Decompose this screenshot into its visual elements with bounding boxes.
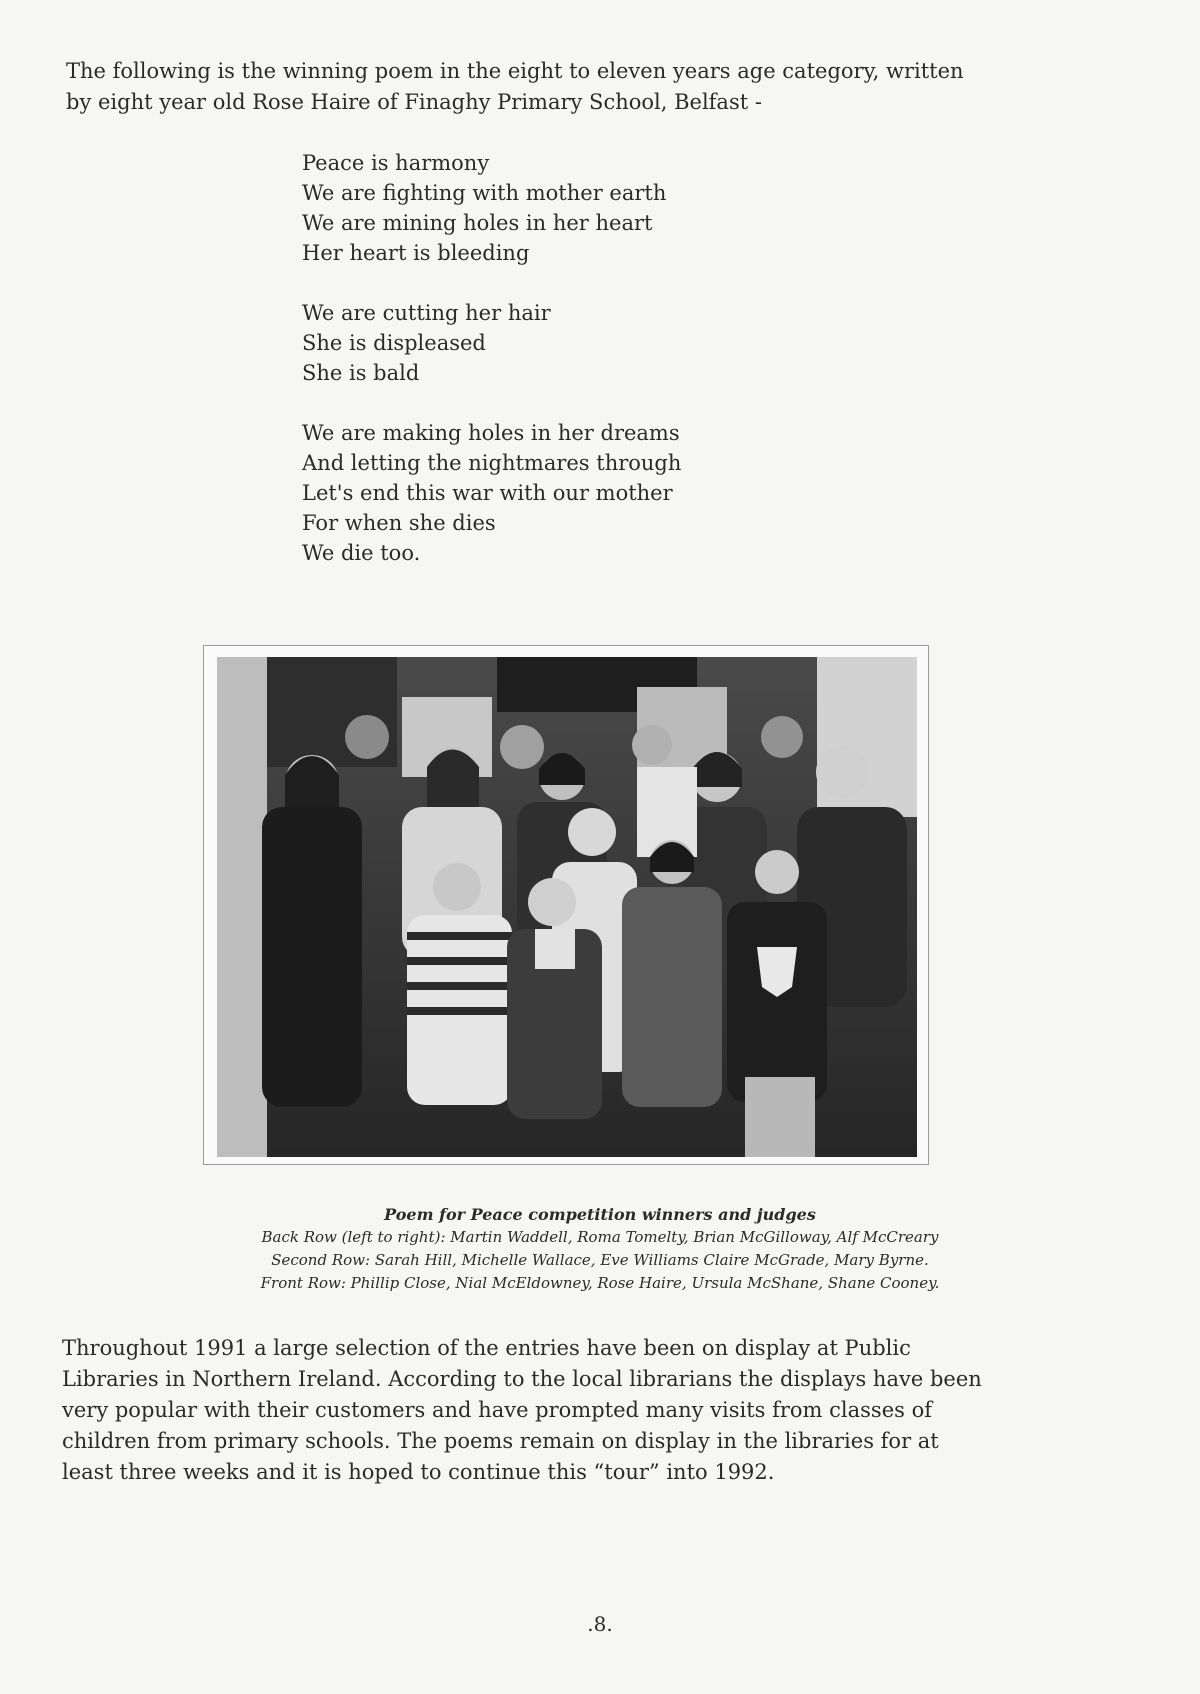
closing-line: Throughout 1991 a large selection of the entries have been on display at Public <box>62 1336 911 1360</box>
closing-paragraph <box>62 1333 1082 1488</box>
poem-line: And letting the nightmares through <box>302 451 682 475</box>
photo-frame <box>203 645 929 1165</box>
poem-line: We are fighting with mother earth <box>302 181 667 205</box>
caption-second-row: Second Row: Sarah Hill, Michelle Wallace, Eve Williams Claire McGrade, Mary Byrne. <box>271 1251 929 1269</box>
poem-line: Let's end this war with our mother <box>302 481 673 505</box>
poem-line: We are mining holes in her heart <box>302 211 653 235</box>
intro-line: The following is the winning poem in the eight to eleven years age category, written <box>66 59 964 83</box>
page-number: .8. <box>587 1612 613 1636</box>
poem-stanza-2 <box>302 298 822 388</box>
intro-line: by eight year old Rose Haire of Finaghy Primary School, Belfast - <box>66 90 762 114</box>
poem-line: For when she dies <box>302 511 496 535</box>
poem-line: She is displeased <box>302 331 486 355</box>
intro-paragraph <box>66 56 1076 118</box>
poem-line: Peace is harmony <box>302 151 490 175</box>
poem-line: We are making holes in her dreams <box>302 421 680 445</box>
group-photo <box>217 657 917 1157</box>
closing-line: children from primary schools. The poems remain on display in the libraries for at <box>62 1429 939 1453</box>
poem-line: We are cutting her hair <box>302 301 551 325</box>
poem-line: She is bald <box>302 361 420 385</box>
poem <box>302 148 822 598</box>
closing-line: Libraries in Northern Ireland. According to the local librarians the displays have been <box>62 1367 982 1391</box>
caption-front-row: Front Row: Phillip Close, Nial McEldowney, Rose Haire, Ursula McShane, Shane Cooney. <box>260 1274 940 1292</box>
group-photo-illustration <box>217 657 917 1157</box>
closing-line: least three weeks and it is hoped to continue this “tour” into 1992. <box>62 1460 775 1484</box>
closing-line: very popular with their customers and have prompted many visits from classes of <box>62 1398 932 1422</box>
photo-caption <box>100 1203 1100 1295</box>
caption-title: Poem for Peace competition winners and judges <box>384 1205 816 1224</box>
poem-line: We die too. <box>302 541 421 565</box>
poem-line: Her heart is bleeding <box>302 241 530 265</box>
caption-back-row: Back Row (left to right): Martin Waddell, Roma Tomelty, Brian McGilloway, Alf McCreary <box>261 1228 939 1246</box>
poem-stanza-3 <box>302 418 822 568</box>
poem-stanza-1 <box>302 148 822 268</box>
